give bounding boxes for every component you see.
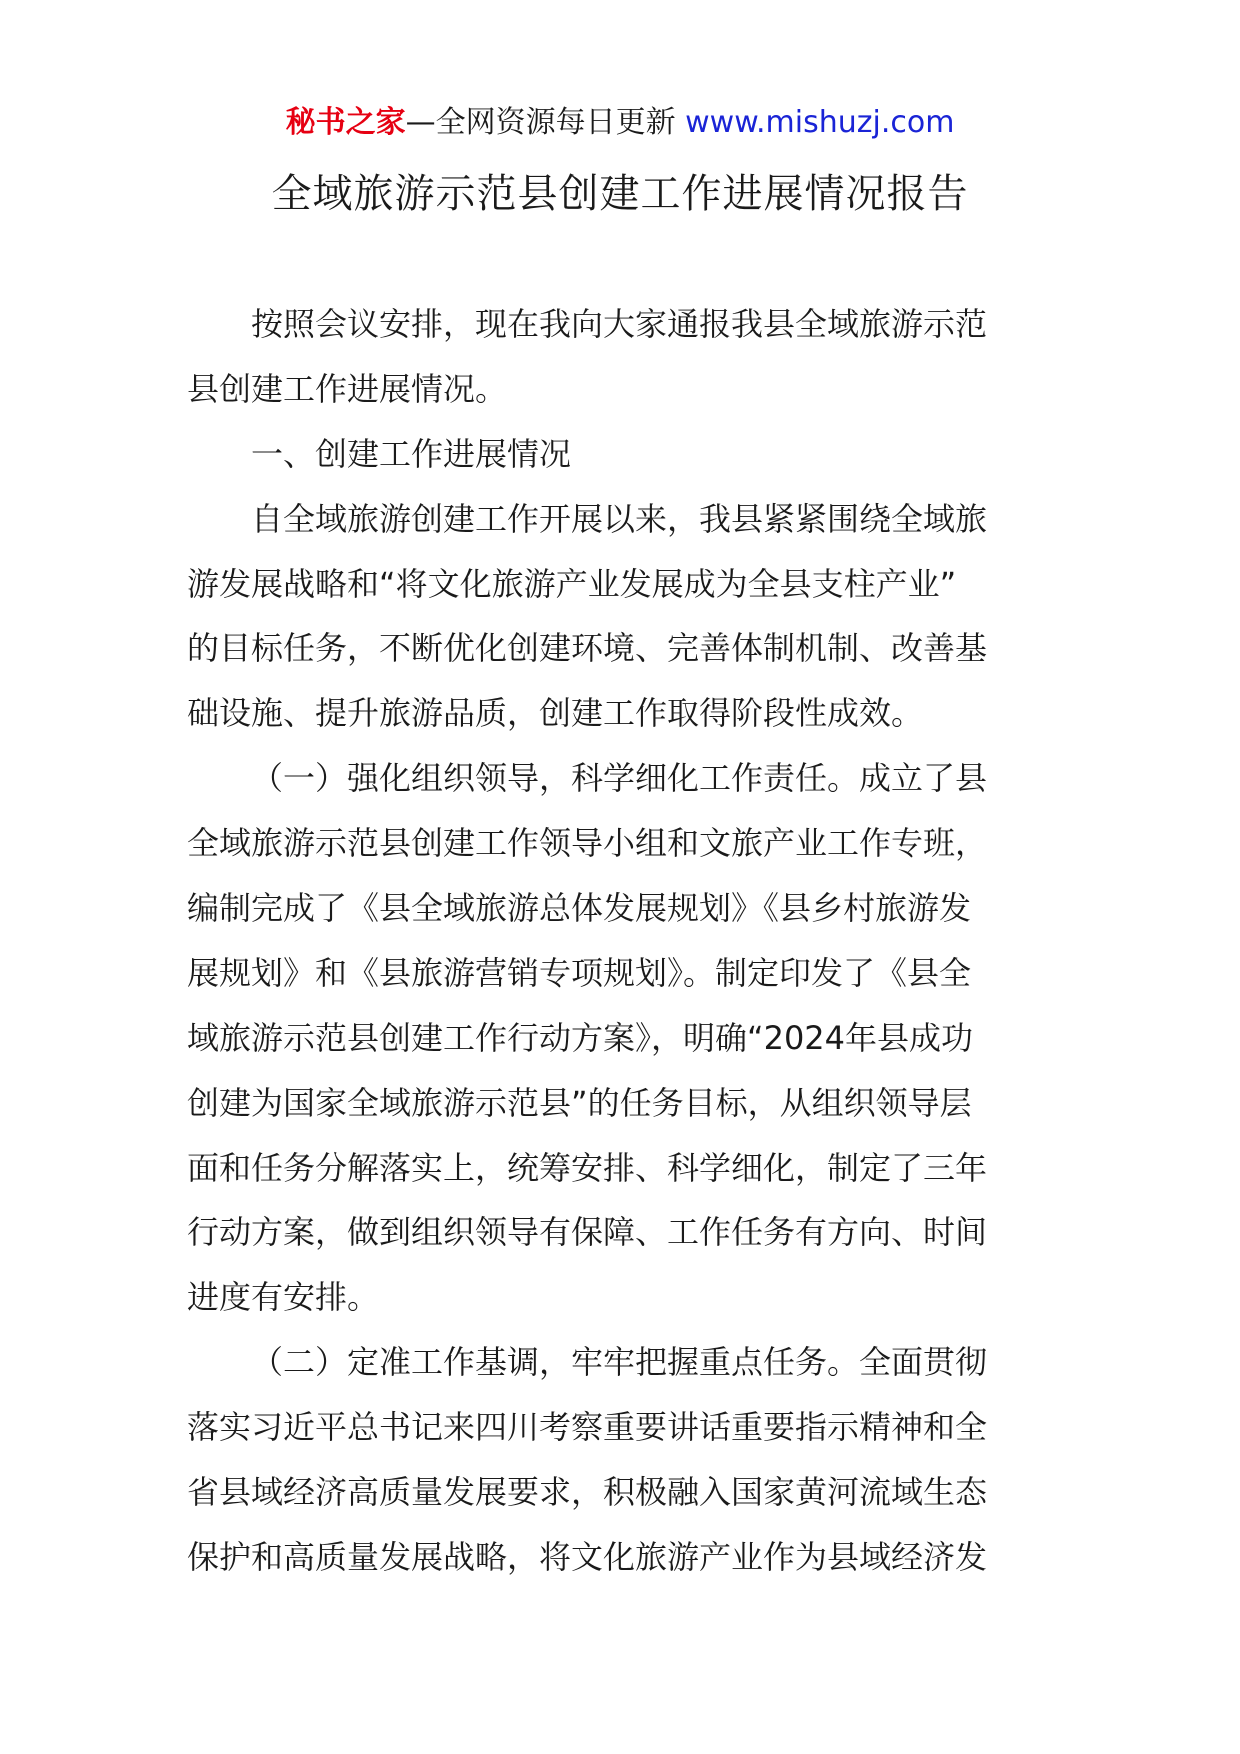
text-line: （二）定准工作基调，牢牢把握重点任务。全面贯彻 (251, 1343, 988, 1382)
document-body (187, 292, 1055, 1590)
document-title: 全域旅游示范县创建工作进展情况报告 (271, 171, 969, 217)
source-header (0, 100, 1240, 146)
brand-name: 秘书之家 (285, 105, 406, 140)
header-tagline: —全网资源每日更新 (405, 105, 686, 140)
text-line: 行动方案，做到组织领导有保障、工作任务有方向、时间 (187, 1213, 988, 1252)
text-line: 进度有安排。 (187, 1278, 380, 1317)
text-line: 创建为国家全域旅游示范县”的任务目标，从组织领导层 (187, 1083, 972, 1122)
text-line: 按照会议安排，现在我向大家通报我县全域旅游示范 (251, 305, 988, 343)
text-line: 础设施、提升旅游品质，创建工作取得阶段性成效。 (187, 694, 924, 733)
text-line: 落实习近平总书记来四川考察重要讲话重要指示精神和全 (187, 1408, 988, 1447)
text-line: 的目标任务，不断优化创建环境、完善体制机制、改善基 (187, 629, 988, 668)
text-line: 展规划》和《县旅游营销专项规划》。制定印发了《县全 (187, 953, 972, 992)
site-url-link[interactable]: www.mishuzj.com (685, 105, 955, 140)
text-line: 自全域旅游创建工作开展以来，我县紧紧围绕全域旅 (251, 499, 988, 538)
text-line: 省县域经济高质量发展要求，积极融入国家黄河流域生态 (187, 1473, 988, 1512)
text-line: 域旅游示范县创建工作行动方案》，明确“2024年县成功 (187, 1018, 974, 1057)
text-line: 编制完成了《县全域旅游总体发展规划》《县乡村旅游发 (187, 889, 972, 928)
text-line: 游发展战略和“将文化旅游产业发展成为全县支柱产业” (187, 564, 957, 603)
text-line: （一）强化组织领导，科学细化工作责任。成立了县 (251, 759, 988, 798)
text-line: 面和任务分解落实上，统筹安排、科学细化，制定了三年 (187, 1148, 988, 1187)
text-line: 保护和高质量发展战略，将文化旅游产业作为县域经济发 (187, 1537, 988, 1576)
text-line: 全域旅游示范县创建工作领导小组和文旅产业工作专班， (187, 824, 988, 863)
text-line: 一、创建工作进展情况 (251, 434, 572, 473)
text-line: 县创建工作进展情况。 (187, 369, 508, 408)
